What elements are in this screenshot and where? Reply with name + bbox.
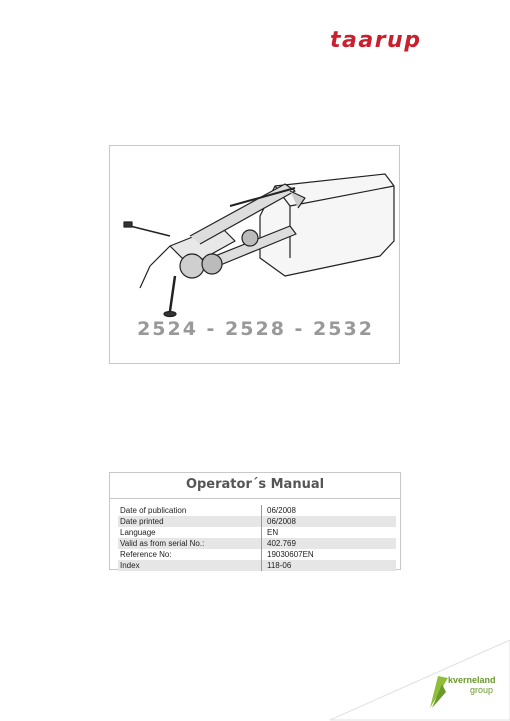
manual-info-table [118, 505, 396, 571]
table-row [118, 516, 396, 527]
taarup-logo: taarup [330, 28, 422, 53]
table-row [118, 549, 396, 560]
row-value: 118-06 [261, 560, 291, 571]
manual-info-panel [109, 472, 401, 570]
row-label: Language [120, 528, 156, 537]
row-value: 402.769 [261, 538, 296, 549]
kverneland-group-text: group [470, 685, 494, 695]
model-numbers: 2524 - 2528 - 2532 [137, 318, 374, 340]
divider [110, 498, 400, 499]
row-value: 06/2008 [261, 516, 296, 527]
table-row [118, 560, 396, 571]
mower-illustration-panel [109, 145, 400, 364]
row-label: Reference No: [120, 550, 172, 559]
row-label: Date of publication [120, 506, 187, 515]
table-row [118, 505, 396, 516]
kverneland-leaf-icon [428, 672, 450, 710]
row-label: Index [120, 561, 140, 570]
row-value: 06/2008 [261, 505, 296, 516]
row-label: Date printed [120, 517, 164, 526]
manual-title: Operator´s Manual [185, 477, 325, 492]
row-label: Valid as from serial No.: [120, 539, 205, 548]
table-row [118, 538, 396, 549]
row-value: EN [261, 527, 278, 538]
row-value: 19030607EN [261, 549, 314, 560]
table-row [118, 527, 396, 538]
kverneland-wordmark: kverneland [448, 675, 496, 685]
